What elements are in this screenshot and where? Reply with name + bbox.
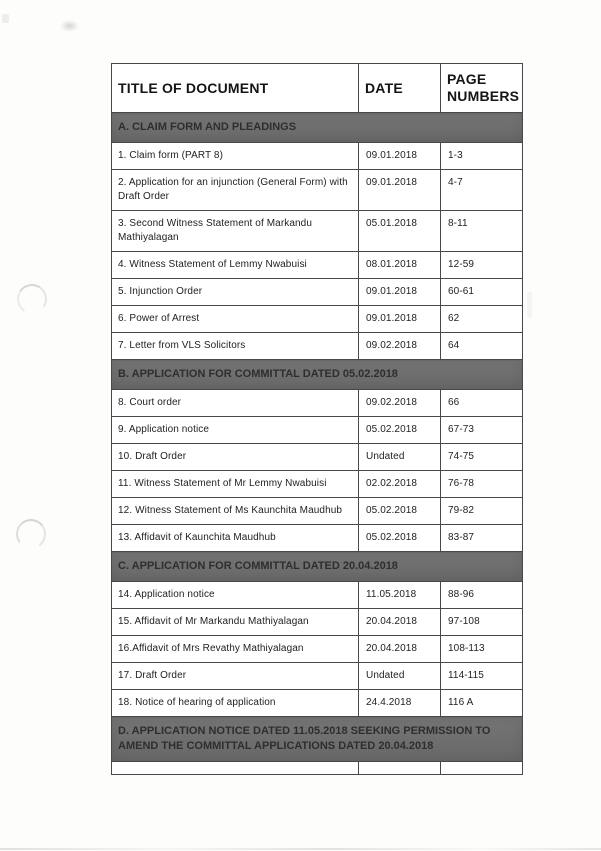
section-label: D. APPLICATION NOTICE DATED 11.05.2018 SEEKING PERMISSION TO AMEND THE COMMITTAL APPLICATIONS DATED 20.04.2018	[112, 717, 523, 762]
hole-punch-mark	[14, 281, 50, 317]
doc-pages-cell: 1-3	[441, 143, 523, 170]
doc-title-cell	[112, 762, 359, 775]
column-header-page-numbers: PAGE NUMBERS	[441, 64, 523, 113]
doc-date-cell: 05.01.2018	[359, 211, 441, 252]
doc-pages-cell: 97-108	[441, 609, 523, 636]
table-row	[112, 390, 523, 417]
doc-pages-cell: 60-61	[441, 279, 523, 306]
doc-pages-cell: 76-78	[441, 471, 523, 498]
doc-pages-cell: 116 A	[441, 690, 523, 717]
table-row	[112, 762, 523, 775]
scan-smudge	[60, 20, 79, 32]
doc-date-cell: 09.02.2018	[359, 390, 441, 417]
doc-date-cell: 20.04.2018	[359, 636, 441, 663]
table-row	[112, 582, 523, 609]
doc-date-cell: Undated	[359, 444, 441, 471]
doc-title-cell: 15. Affidavit of Mr Markandu Mathiyalagan	[112, 609, 359, 636]
table-body	[112, 113, 523, 775]
section-band	[112, 113, 523, 143]
doc-title-cell: 14. Application notice	[112, 582, 359, 609]
doc-title-cell: 2. Application for an injunction (General Form) with Draft Order	[112, 170, 359, 211]
column-header-date: DATE	[359, 64, 441, 113]
doc-pages-cell: 4-7	[441, 170, 523, 211]
doc-title-cell: 13. Affidavit of Kaunchita Maudhub	[112, 525, 359, 552]
table-row	[112, 471, 523, 498]
doc-date-cell: 09.01.2018	[359, 143, 441, 170]
doc-date-cell: 05.02.2018	[359, 417, 441, 444]
doc-date-cell	[359, 762, 441, 775]
table-row	[112, 636, 523, 663]
doc-date-cell: 05.02.2018	[359, 525, 441, 552]
table-row	[112, 211, 523, 252]
table-row	[112, 444, 523, 471]
table-header-row	[112, 64, 523, 113]
table-row	[112, 252, 523, 279]
doc-title-cell: 6. Power of Arrest	[112, 306, 359, 333]
doc-pages-cell: 8-11	[441, 211, 523, 252]
table-row	[112, 417, 523, 444]
doc-title-cell: 11. Witness Statement of Mr Lemmy Nwabuisi	[112, 471, 359, 498]
table-row	[112, 170, 523, 211]
doc-date-cell: 24.4.2018	[359, 690, 441, 717]
table-row	[112, 143, 523, 170]
doc-title-cell: 16.Affidavit of Mrs Revathy Mathiyalagan	[112, 636, 359, 663]
doc-pages-cell: 83-87	[441, 525, 523, 552]
doc-title-cell: 7. Letter from VLS Solicitors	[112, 333, 359, 360]
doc-title-cell: 9. Application notice	[112, 417, 359, 444]
doc-pages-cell: 74-75	[441, 444, 523, 471]
table-row	[112, 663, 523, 690]
column-header-title: TITLE OF DOCUMENT	[112, 64, 359, 113]
doc-pages-cell: 79-82	[441, 498, 523, 525]
table-row	[112, 498, 523, 525]
doc-pages-cell: 12-59	[441, 252, 523, 279]
doc-date-cell: 05.02.2018	[359, 498, 441, 525]
doc-date-cell: 11.05.2018	[359, 582, 441, 609]
section-label: A. CLAIM FORM AND PLEADINGS	[112, 113, 523, 143]
doc-date-cell: 09.01.2018	[359, 170, 441, 211]
doc-pages-cell: 66	[441, 390, 523, 417]
doc-pages-cell: 67-73	[441, 417, 523, 444]
doc-title-cell: 4. Witness Statement of Lemmy Nwabuisi	[112, 252, 359, 279]
scan-streak	[527, 292, 532, 318]
doc-date-cell: 09.01.2018	[359, 306, 441, 333]
doc-pages-cell: 64	[441, 333, 523, 360]
doc-title-cell: 3. Second Witness Statement of Markandu Mathiyalagan	[112, 211, 359, 252]
table-row	[112, 525, 523, 552]
doc-date-cell: Undated	[359, 663, 441, 690]
section-band	[112, 360, 523, 390]
doc-title-cell: 5. Injunction Order	[112, 279, 359, 306]
table-row	[112, 609, 523, 636]
doc-pages-cell: 88-96	[441, 582, 523, 609]
doc-pages-cell	[441, 762, 523, 775]
doc-title-cell: 12. Witness Statement of Ms Kaunchita Maudhub	[112, 498, 359, 525]
scan-speck	[2, 14, 9, 23]
doc-title-cell: 18. Notice of hearing of application	[112, 690, 359, 717]
doc-title-cell: 8. Court order	[112, 390, 359, 417]
table-row	[112, 306, 523, 333]
table-row	[112, 690, 523, 717]
doc-pages-cell: 114-115	[441, 663, 523, 690]
table-row	[112, 279, 523, 306]
doc-title-cell: 17. Draft Order	[112, 663, 359, 690]
doc-title-cell: 1. Claim form (PART 8)	[112, 143, 359, 170]
doc-pages-cell: 108-113	[441, 636, 523, 663]
section-band	[112, 717, 523, 762]
doc-title-cell: 10. Draft Order	[112, 444, 359, 471]
scan-edge-artifact	[0, 848, 601, 850]
hole-punch-mark	[14, 517, 48, 551]
section-label: C. APPLICATION FOR COMMITTAL DATED 20.04.2018	[112, 552, 523, 582]
document-index-table	[111, 63, 523, 775]
doc-date-cell: 02.02.2018	[359, 471, 441, 498]
section-label: B. APPLICATION FOR COMMITTAL DATED 05.02.2018	[112, 360, 523, 390]
doc-pages-cell: 62	[441, 306, 523, 333]
doc-date-cell: 20.04.2018	[359, 609, 441, 636]
section-band	[112, 552, 523, 582]
doc-date-cell: 09.02.2018	[359, 333, 441, 360]
table-row	[112, 333, 523, 360]
doc-date-cell: 09.01.2018	[359, 279, 441, 306]
doc-date-cell: 08.01.2018	[359, 252, 441, 279]
